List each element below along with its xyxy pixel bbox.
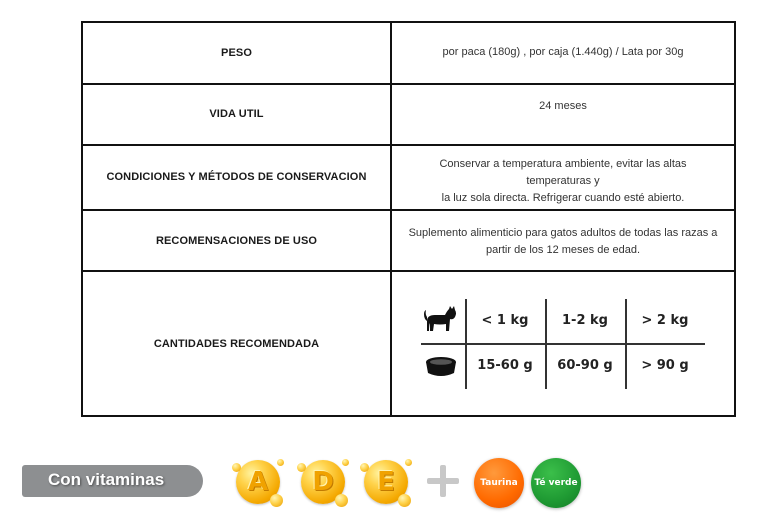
- value-line: Suplemento alimenticio para gatos adultos de todas las razas a: [408, 226, 718, 239]
- food-amount: 60-90 g: [557, 357, 613, 373]
- table-row: [82, 22, 735, 84]
- taurina-badge: Taurina: [474, 458, 524, 508]
- row-label-cantidades: CANTIDADES RECOMENDADA: [82, 271, 391, 416]
- vitamin-letter: E: [377, 467, 395, 497]
- te-verde-badge: Té verde: [531, 458, 581, 508]
- row-value-uso: [391, 210, 735, 272]
- row-value-peso: por paca (180g) , por caja (1.440g) / Lata por 30g: [391, 22, 735, 84]
- table-row: [82, 210, 735, 272]
- quantities-grid: [421, 299, 705, 389]
- product-spec-table: [81, 21, 736, 417]
- food-amount: 15-60 g: [477, 357, 533, 373]
- vitamin-a-icon: [232, 458, 292, 510]
- cat-icon: [423, 305, 459, 335]
- row-label-conservacion: CONDICIONES Y MÉTODOS DE CONSERVACION: [82, 145, 391, 210]
- vitamin-e-icon: [360, 458, 420, 510]
- grid-divider: [421, 343, 705, 345]
- value-line: Conservar a temperatura ambiente, evitar las altas temperaturas y: [439, 158, 687, 188]
- value-line: la luz sola directa. Refrigerar cuando esté abierto.: [441, 192, 685, 205]
- row-label-vida-util: VIDA UTIL: [82, 84, 391, 146]
- vitamins-label: Con vitaminas: [48, 470, 165, 489]
- weight-range: < 1 kg: [481, 312, 529, 328]
- row-label-uso: RECOMENSACIONES DE USO: [82, 210, 391, 272]
- row-value-cantidades: [391, 271, 735, 416]
- vitamin-letter: A: [247, 467, 269, 497]
- value-line: partir de los 12 meses de edad.: [485, 243, 641, 256]
- vitamin-letter: D: [312, 467, 334, 497]
- weight-range: > 2 kg: [641, 312, 689, 328]
- food-amount: > 90 g: [641, 357, 689, 373]
- plus-icon: [425, 463, 461, 499]
- vitamins-label-pill: [22, 465, 203, 497]
- table-row: [82, 145, 735, 210]
- row-value-vida-util: 24 meses: [391, 84, 735, 146]
- row-value-conservacion: [391, 145, 735, 210]
- row-label-peso: PESO: [82, 22, 391, 84]
- table-row: [82, 271, 735, 416]
- food-bowl-icon: [424, 355, 458, 379]
- vitamin-d-icon: [297, 458, 357, 510]
- table-row: [82, 84, 735, 146]
- weight-range: 1-2 kg: [562, 312, 608, 328]
